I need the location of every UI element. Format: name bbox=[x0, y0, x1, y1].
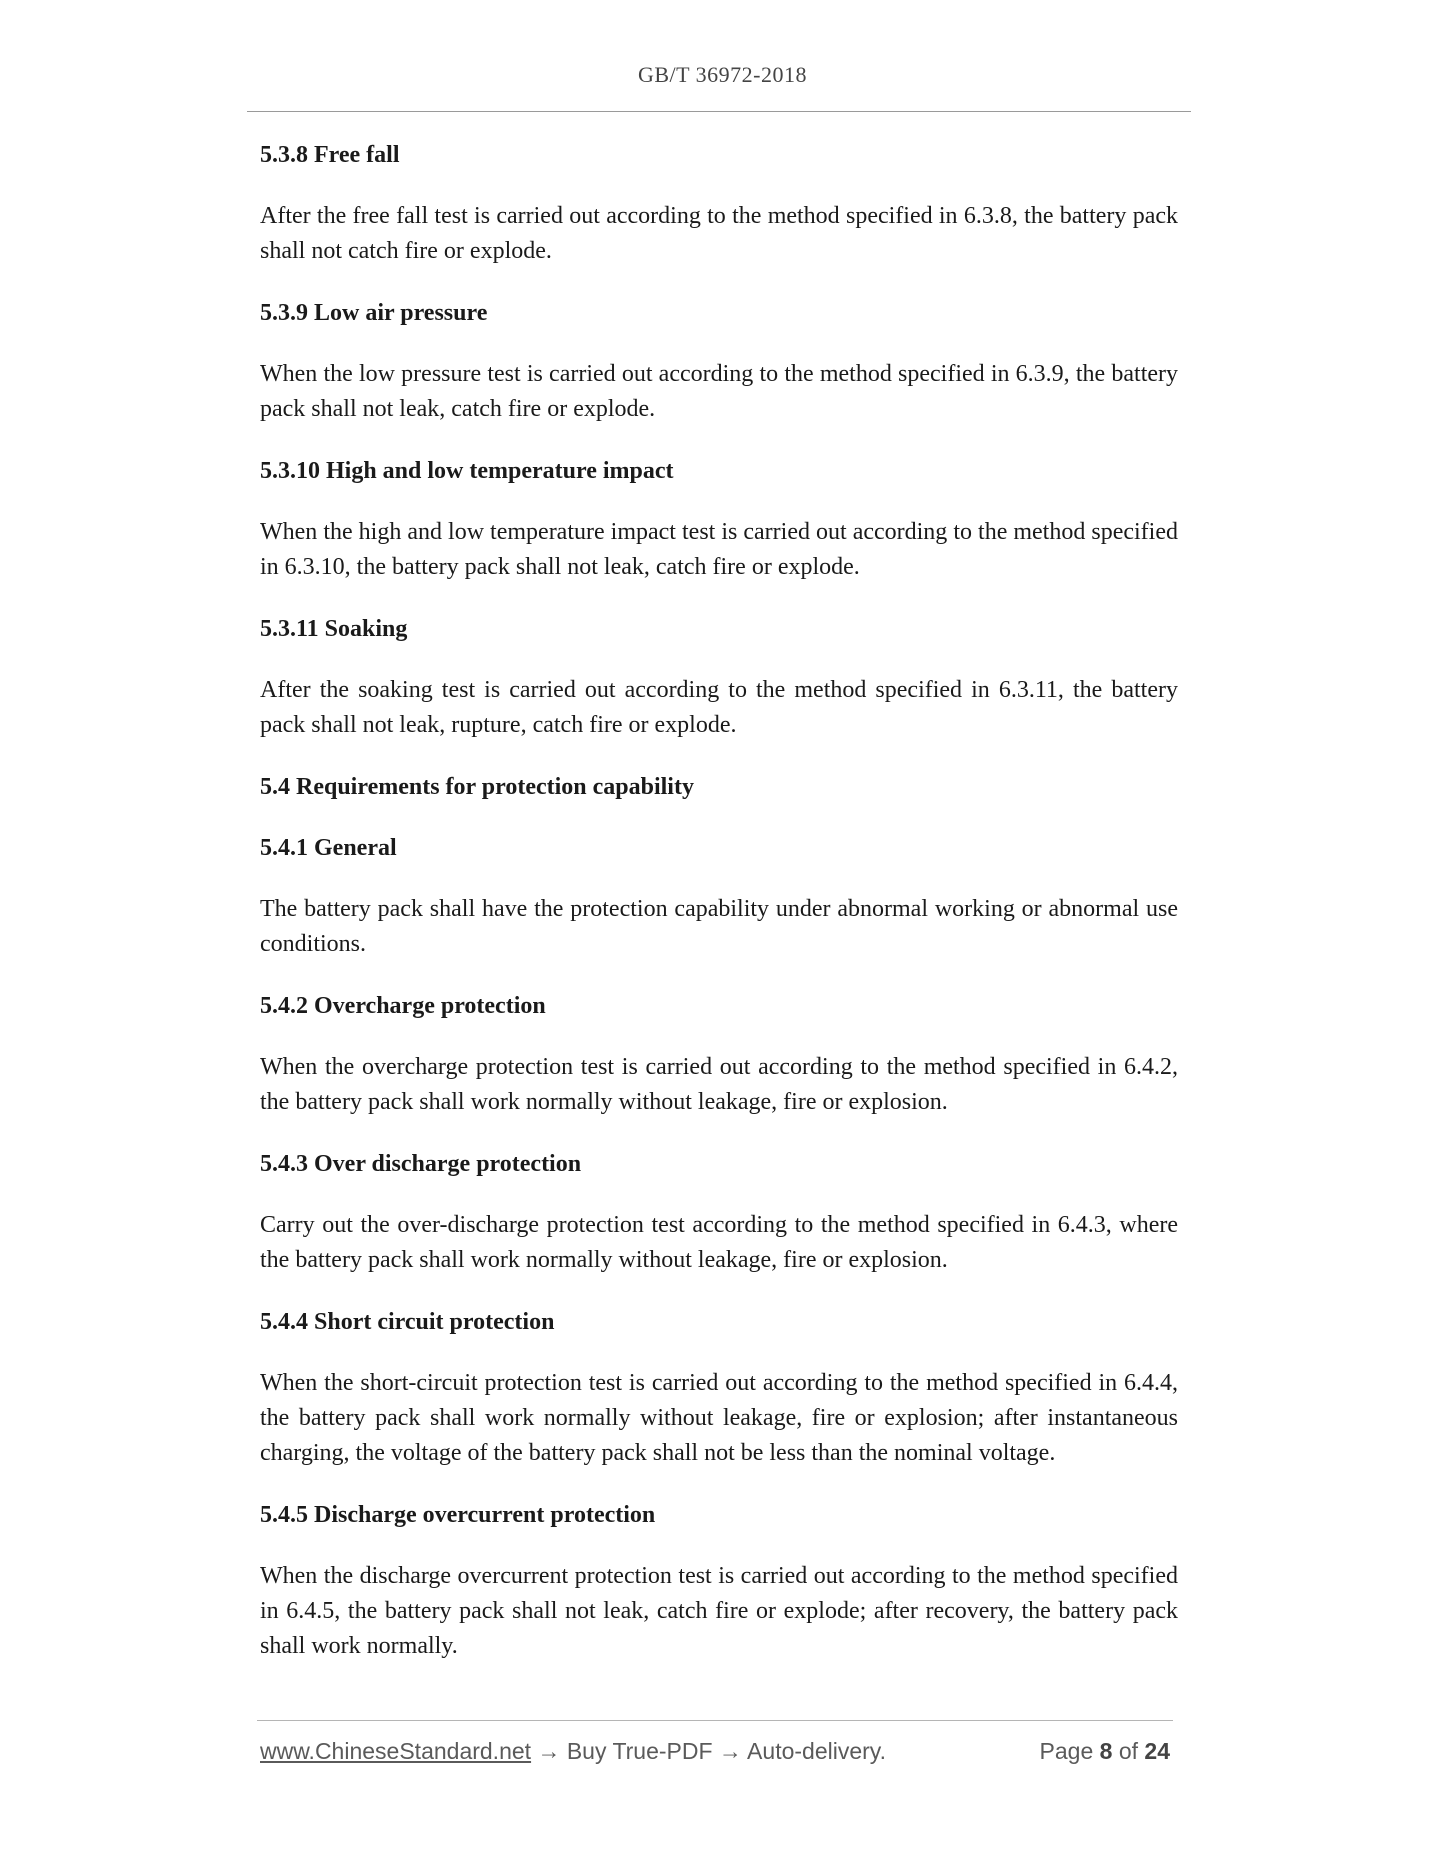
document-id-header: GB/T 36972-2018 bbox=[637, 62, 808, 87]
footer-divider bbox=[257, 1720, 1173, 1721]
section-text-5-4-3: Carry out the over-discharge protection test according to the method specified in 6.4.3, where the battery pack shall work normally without leakage, fire or explosion. bbox=[260, 1212, 1178, 1273]
section-heading-5-3-10: 5.3.10 High and low temperature impact bbox=[260, 458, 674, 484]
document-body bbox=[260, 138, 1178, 1664]
section-heading-5-4: 5.4 Requirements for protection capability bbox=[260, 774, 694, 800]
page-current-number: 8 bbox=[1099, 1738, 1113, 1764]
page-label: Page bbox=[1039, 1738, 1094, 1764]
page-indicator bbox=[1040, 1738, 1170, 1765]
section-heading-5-4-4: 5.4.4 Short circuit protection bbox=[260, 1309, 555, 1335]
section-heading-5-3-8: 5.3.8 Free fall bbox=[260, 142, 400, 168]
chinese-standard-link[interactable]: www.ChineseStandard.net bbox=[260, 1738, 532, 1764]
section-heading-5-4-1: 5.4.1 General bbox=[260, 835, 397, 861]
section-heading-5-4-5: 5.4.5 Discharge overcurrent protection bbox=[260, 1502, 656, 1528]
section-text-5-3-11: After the soaking test is carried out according to the method specified in 6.3.11, the battery pack shall not leak, rupture, catch fire or explode. bbox=[260, 677, 1178, 738]
header-divider bbox=[247, 111, 1191, 112]
page-of-label: of bbox=[1118, 1738, 1139, 1764]
footer-promo-text: → Buy True-PDF → Auto-delivery. bbox=[531, 1738, 886, 1764]
section-heading-5-3-11: 5.3.11 Soaking bbox=[260, 616, 408, 642]
section-text-5-3-10: When the high and low temperature impact test is carried out according to the method specified in 6.3.10, the battery pack shall not leak, catch fire or explode. bbox=[260, 519, 1178, 580]
section-text-5-3-8: After the free fall test is carried out according to the method specified in 6.3.8, the battery pack shall not catch fire or explode. bbox=[260, 203, 1178, 264]
section-text-5-4-4: When the short-circuit protection test is carried out according to the method specified in 6.4.4, the battery pack shall work normally without leakage, fire or explosion; after instantaneous charging, the voltage of the battery pack shall not be less than the nominal voltage. bbox=[260, 1370, 1178, 1466]
footer-promo bbox=[260, 1738, 886, 1765]
section-heading-5-3-9: 5.3.9 Low air pressure bbox=[260, 300, 488, 326]
section-text-5-4-2: When the overcharge protection test is carried out according to the method specified in 6.4.2, the battery pack shall work normally without leakage, fire or explosion. bbox=[260, 1054, 1178, 1115]
section-text-5-4-1: The battery pack shall have the protection capability under abnormal working or abnormal use conditions. bbox=[260, 896, 1178, 957]
page-total-number: 24 bbox=[1144, 1738, 1170, 1764]
section-heading-5-4-2: 5.4.2 Overcharge protection bbox=[260, 993, 546, 1019]
section-heading-5-4-3: 5.4.3 Over discharge protection bbox=[260, 1151, 582, 1177]
section-text-5-3-9: When the low pressure test is carried out according to the method specified in 6.3.9, the battery pack shall not leak, catch fire or explode. bbox=[260, 361, 1178, 422]
section-text-5-4-5: When the discharge overcurrent protection test is carried out according to the method specified in 6.4.5, the battery pack shall not leak, catch fire or explode; after recovery, the battery pack shall work normally. bbox=[260, 1563, 1178, 1659]
